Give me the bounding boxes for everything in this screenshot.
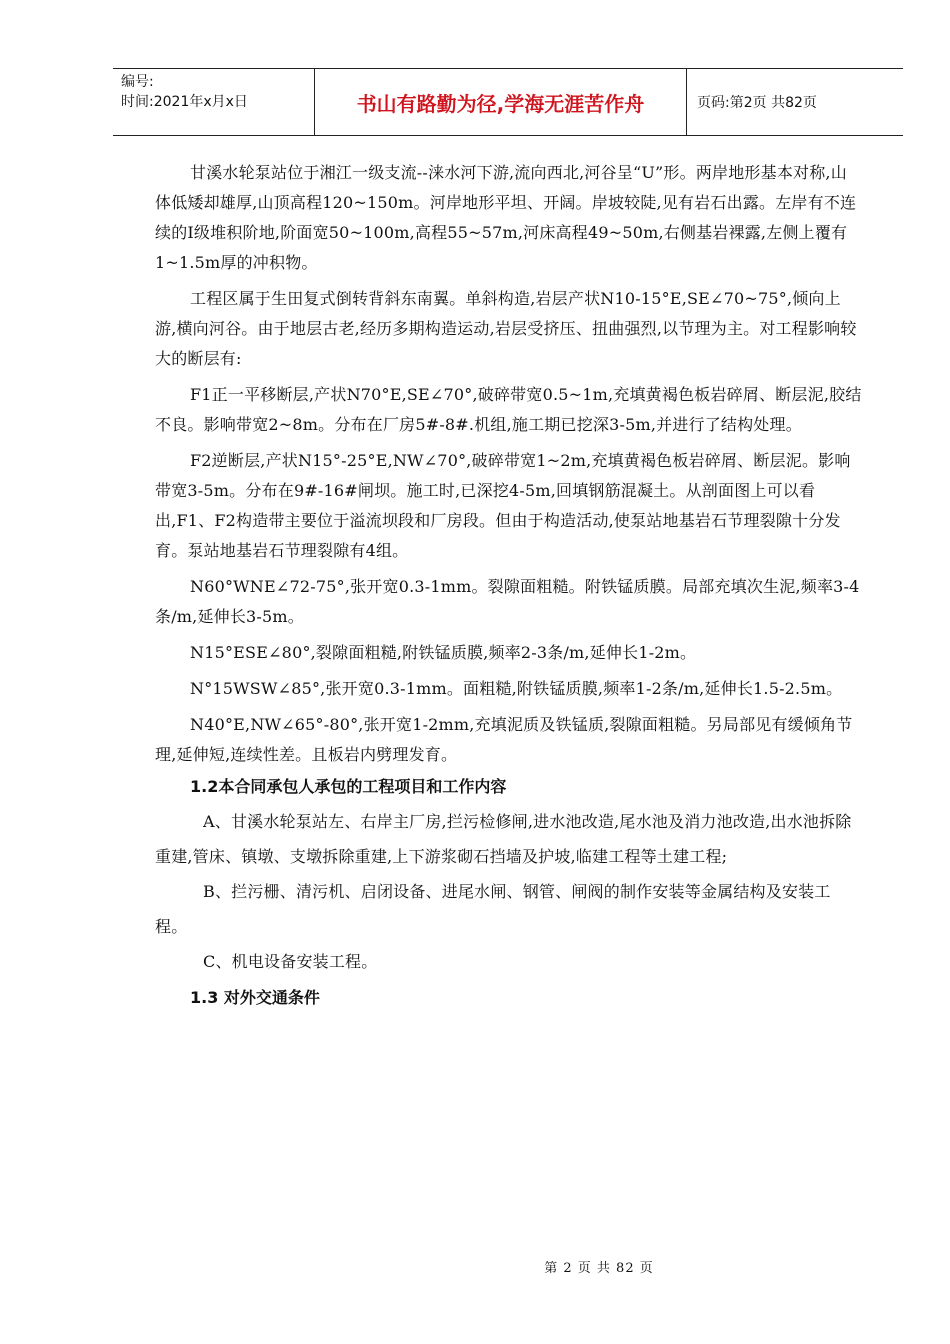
paragraph-joint-set-4: N40°E,NW∠65°-80°,张开宽1-2mm,充填泥质及铁锰质,裂隙面粗糙。另局部见有缓倾角节理,延伸短,连续性差。且板岩内劈理发育。 — [155, 715, 853, 764]
paragraph-fault-f2: F2逆断层,产状N15°-25°E,NW∠70°,破碎带宽1~2m,充填黄褐色板岩碎屑、断层泥。影响带宽3-5m。分布在9#-16#闸坝。施工时,已深挖4-5m,回填钢筋混凝土。从剖面图上可以看出,F1、F2构造带主要位于溢流坝段和厂房段。但由于构造活动,使泵站地基岩石节理裂隙十分发育。泵站地基岩石节理裂隙有4组。 — [155, 451, 851, 560]
scope-item-c: C、机电设备安装工程。 — [203, 952, 378, 971]
header-time-label: 时间:2021年x月x日 — [121, 94, 248, 110]
page-header — [113, 68, 903, 136]
header-number-label: 编号: — [121, 74, 154, 90]
paragraph-fault-f1: F1正一平移断层,产状N70°E,SE∠70°,破碎带宽0.5~1m,充填黄褐色板岩碎屑、断层泥,胶结不良。影响带宽2~8m。分布在厂房5#-8#.机组,施工期已挖深3-5m,并进行了结构处理。 — [155, 385, 862, 434]
header-page-label: 页码:第2页 共82页 — [697, 95, 817, 111]
paragraph-joint-set-2: N15°ESE∠80°,裂隙面粗糙,附铁锰质膜,频率2-3条/m,延伸长1-2m。 — [190, 643, 697, 662]
section-heading-1-3: 1.3 对外交通条件 — [190, 988, 320, 1007]
paragraph-joint-set-3: N°15WSW∠85°,张开宽0.3-1mm。面粗糙,附铁锰质膜,频率1-2条/m,延伸长1.5-2.5m。 — [190, 679, 843, 698]
paragraph-terrain: 甘溪水轮泵站位于湘江一级支流--涞水河下游,流向西北,河谷呈“U”形。两岸地形基本对称,山体低矮却雄厚,山顶高程120~150m。河岸地形平坦、开阔。岸坡较陡,见有岩石出露。左岸有不连续的Ⅰ级堆积阶地,阶面宽50~100m,高程55~57m,河床高程49~50m,右侧基岩裸露,左侧上覆有1~1.5m厚的冲积物。 — [155, 163, 857, 272]
paragraph-geology: 工程区属于生田复式倒转背斜东南翼。单斜构造,岩层产状N10-15°E,SE∠70~75°,倾向上游,横向河谷。由于地层古老,经历多期构造运动,岩层受挤压、扭曲强烈,以节理为主。对工程影响较大的断层有: — [155, 289, 857, 368]
document-body — [155, 158, 862, 1015]
page-footer — [0, 1257, 950, 1276]
header-motto: 书山有路勤为径,学海无涯苦作舟 — [315, 69, 687, 135]
footer-page-number: 第 2 页 共 82 页 — [544, 1261, 654, 1276]
scope-item-a: A、甘溪水轮泵站左、右岸主厂房,拦污检修闸,进水池改造,尾水池及消力池改造,出水池拆除重建,管床、镇墩、支墩拆除重建,上下游浆砌石挡墙及护坡,临建工程等土建工程; — [155, 812, 852, 866]
section-heading-1-2: 1.2本合同承包人承包的工程项目和工作内容 — [190, 777, 507, 796]
paragraph-joint-set-1: N60°WNE∠72-75°,张开宽0.3-1mm。裂隙面粗糙。附铁锰质膜。局部充填次生泥,频率3-4条/m,延伸长3-5m。 — [155, 577, 860, 626]
header-meta — [113, 69, 315, 135]
scope-item-b: B、拦污栅、清污机、启闭设备、进尾水闸、钢管、闸阀的制作安装等金属结构及安装工程。 — [155, 882, 831, 936]
